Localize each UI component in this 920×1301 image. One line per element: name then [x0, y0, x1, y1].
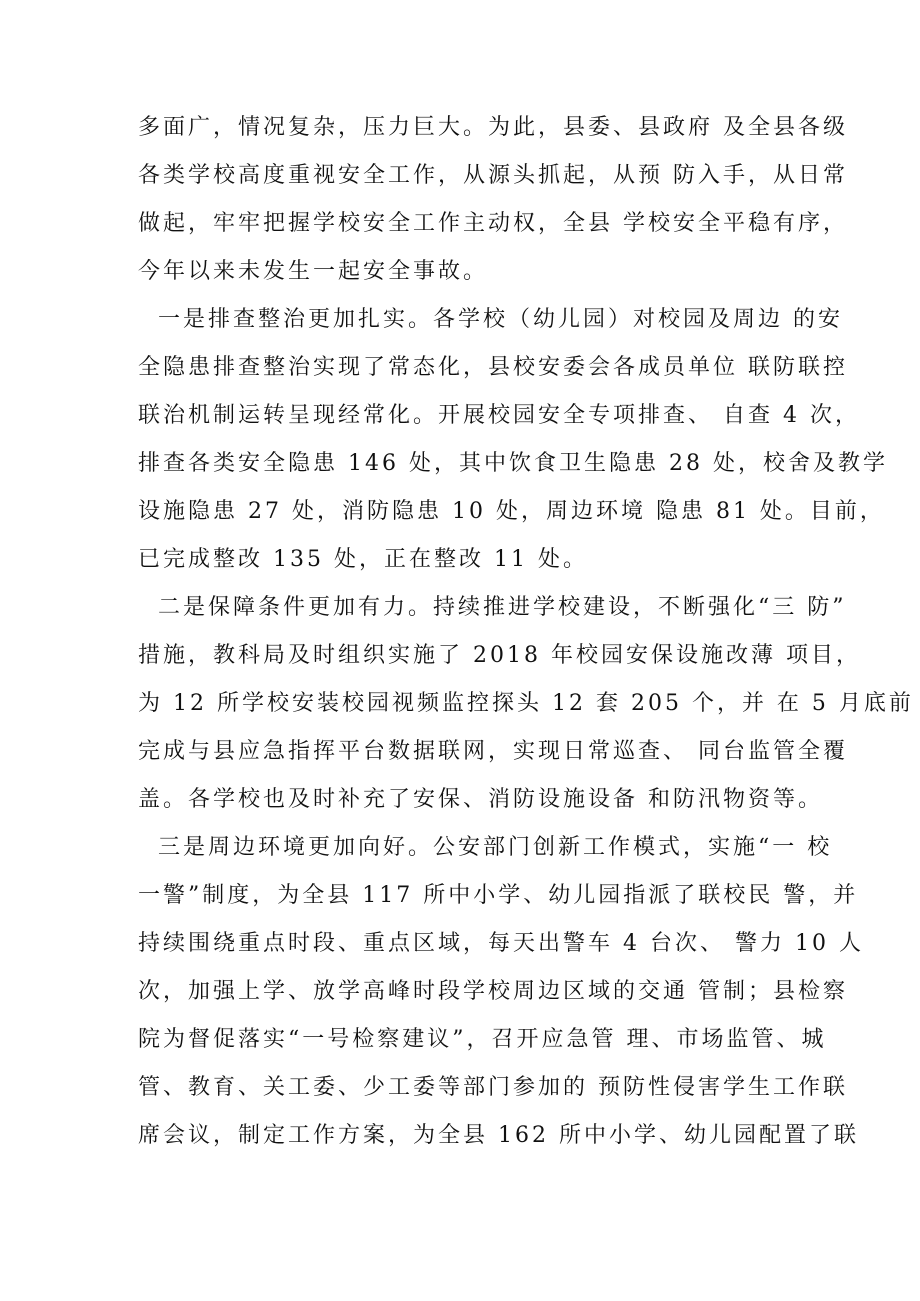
text-line: 完成与县应急指挥平台数据联网，实现日常巡查、 同台监管全覆 [138, 739, 848, 764]
text-line: 今年以来未发生一起安全事故。 [138, 259, 489, 284]
text-line: 一警”制度，为全县 117 所中小学、幼儿园指派了联校民 警，并 [138, 883, 859, 908]
text-line: 为 12 所学校安装校园视频监控探头 12 套 205 个，并 在 5 月底前 [138, 691, 914, 716]
text-line: 院为督促落实“一号检察建议”，召开应急管 理、市场监管、城 [138, 1027, 827, 1052]
text-line: 席会议，制定工作方案，为全县 162 所中小学、幼儿园配置了联 [138, 1123, 859, 1148]
text-line: 全隐患排查整治实现了常态化，县校安委会各成员单位 联防联控 [138, 355, 848, 380]
text-line: 次，加强上学、放学高峰时段学校周边区域的交通 管制；县检察 [138, 979, 848, 1004]
text-line: 各类学校高度重视安全工作，从源头抓起，从预 防入手，从日常 [138, 163, 848, 188]
text-line: 设施隐患 27 处，消防隐患 10 处，周边环境 隐患 81 处。目前， [138, 499, 885, 524]
text-line: 排查各类安全隐患 146 处，其中饮食卫生隐患 28 处，校舍及教学 [138, 451, 888, 476]
text-line: 措施，教科局及时组织实施了 2018 年校园安保设施改薄 项目， [138, 643, 861, 668]
text-line: 联治机制运转呈现经常化。开展校园安全专项排查、 自查 4 次， [138, 403, 860, 428]
text-line: 盖。各学校也及时补充了安保、消防设施设备 和防汛物资等。 [138, 787, 823, 812]
paragraph-3-start: 三是周边环境更加向好。公安部门创新工作模式，实施“一 校 [138, 835, 833, 860]
text-line: 多面广，情况复杂，压力巨大。为此，县委、县政府 及全县各级 [138, 115, 848, 140]
paragraph-2-start: 二是保障条件更加有力。持续推进学校建设，不断强化“三 防” [138, 595, 847, 620]
body-text [138, 104, 914, 1160]
paragraph-1-start: 一是排查整治更加扎实。各学校（幼儿园）对校园及周边 的安 [138, 307, 843, 332]
text-line: 已完成整改 135 处，正在整改 11 处。 [138, 547, 588, 572]
text-line: 持续围绕重点时段、重点区域，每天出警车 4 台次、 警力 10 人 [138, 931, 864, 956]
text-line: 做起，牢牢把握学校安全工作主动权，全县 学校安全平稳有序， [138, 211, 848, 236]
text-line: 管、教育、关工委、少工委等部门参加的 预防性侵害学生工作联 [138, 1075, 848, 1100]
